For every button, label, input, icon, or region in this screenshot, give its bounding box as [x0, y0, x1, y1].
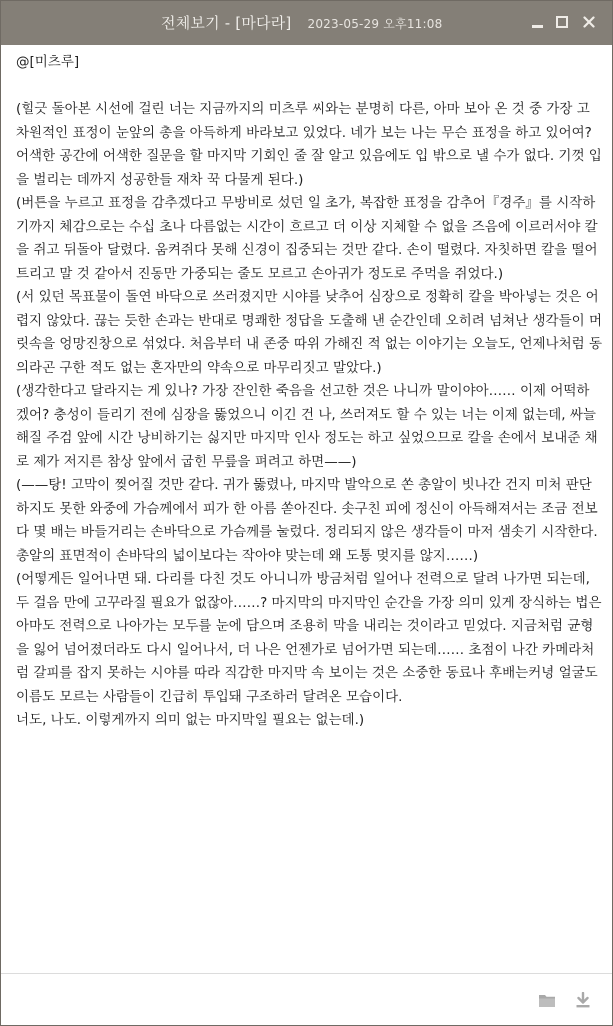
download-icon — [575, 992, 591, 1008]
message-content[interactable] — [1, 45, 612, 973]
maximize-button[interactable] — [554, 14, 570, 30]
download-button[interactable] — [573, 991, 593, 1009]
footer-toolbar — [1, 974, 612, 1025]
minimize-button[interactable] — [529, 14, 545, 30]
window-title-text: 전체보기 - [마다라] — [161, 14, 292, 32]
title-bar[interactable] — [1, 1, 612, 45]
message-body: @[미츠루] (힐긋 돌아본 시선에 걸린 너는 지금까지의 미츠루 씨와는 분명히 다른, 아마 보아 온 것 중 가장 고차원적인 표정이 눈앞의 총을 아득하게 바라보고 있었다. 네가 보는 나는 무슨 표정을 하고 있어여? 어색한 공간에 어색한 질문을 할 마지막 기회인 줄 잘 알고 있음에도 입 밖으로 낼 수가 없다. 기껏 입을 벌리는 데까지 성공한들 재차 꾹 다물게 된다.) (버튼을 누르고 표정을 감추겠다고 무방비로 섰던 일 초가, 복잡한 표정을 감추어『경주』를 시작하기까지 체감으로는 수십 초나 다름없는 시간이 흐르고 더 이상 지체할 수 없을 즈음에 이르러서야 칼을 쥐고 뒤돌아 달렸다. 움켜쥐다 못해 신경이 집중되는 것만 같다. 손이 떨렸다. 자칫하면 칼을 떨어트리고 말 것 같아서 진동만 가중되는 줄도 모르고 손아귀가 정도로 주먹을 쥐었다.) (서 있던 목표물이 돌연 바닥으로 쓰러졌지만 시야를 낮추어 심장으로 정확히 칼을 박아넣는 것은 어렵지 않았다. 끊는 듯한 손과는 반대로 명쾌한 정답을 도출해 낸 순간인데 오히려 넘쳐난 생각들이 머릿속을 엉망진창으로 섞었다. 처음부터 내 존중 따위 가해진 적 없는 이야기는 오늘도, 언제나처럼 동의라곤 구한 적도 없는 혼자만의 약속으로 마무리짓고 말았다.) (생각한다고 달라지는 게 있나? 가장 잔인한 죽음을 선고한 것은 나니까 말이야아…… 이제 어떡하겠어? 충성이 들리기 전에 심장을 뚫었으니 이긴 건 나, 쓰러져도 할 수 있는 너는 이제 없는데, 싸늘해질 주검 앞에 시간 낭비하기는 싫지만 마지막 인사 정도는 하고 싶었으므로 칼을 손에서 보내준 채로 제가 저지른 참상 앞에서 굽힌 무릎을 펴려고 하면——) (——탕! 고막이 찢어질 것만 같다. 귀가 뚫렸나, 마지막 발악으로 쏜 총알이 빗나간 건지 미처 판단하지도 못한 와중에 가슴께에서 피가 한 아름 쏟아진다. 솟구친 피에 정신이 아득해져서는 조금 전보다 몇 배는 바들거리는 손바닥으로 가슴께를 눌렀다. 정리되지 않은 생각들이 마저 샘솟기 시작한다. 총알의 표면적이 손바닥의 넓이보다는 작아야 맞는데 왜 도통 멎지를 않지……) (어떻게든 일어나면 돼. 다리를 다친 것도 아니니까 방금처럼 일어나 전력으로 달려 나가면 되는데, 두 걸음 만에 고꾸라질 필요가 없잖아……? 마지막의 마지막인 순간을 가장 의미 있게 장식하는 법은 아마도 전력으로 나아가는 모두를 눈에 담으며 조용히 막을 내리는 것이라고 믿었다. 지금처럼 균형을 잃어 넘어졌더라도 다시 일어나서, 더 나은 언젠가로 넘어가면 되는데…… 초점이 나간 카메라처럼 갈피를 잡지 못하는 시야를 따라 직감한 마지막 속 보이는 것은 소중한 동료나 후배는커녕 얼굴도 이름도 모르는 사람들이 긴급히 투입돼 구조하러 달려온 모습이다. 너도, 나도. 이렇게까지 의미 없는 마지막일 필요는 없는데.) — [16, 54, 603, 728]
message-date: 2023-05-29 오후11:08 — [307, 17, 443, 31]
close-button[interactable] — [581, 14, 597, 30]
minimize-icon — [532, 25, 543, 28]
folder-icon — [538, 993, 556, 1008]
window-title — [161, 12, 442, 33]
open-folder-button[interactable] — [537, 991, 557, 1009]
close-icon — [583, 16, 595, 28]
maximize-icon — [556, 16, 568, 28]
